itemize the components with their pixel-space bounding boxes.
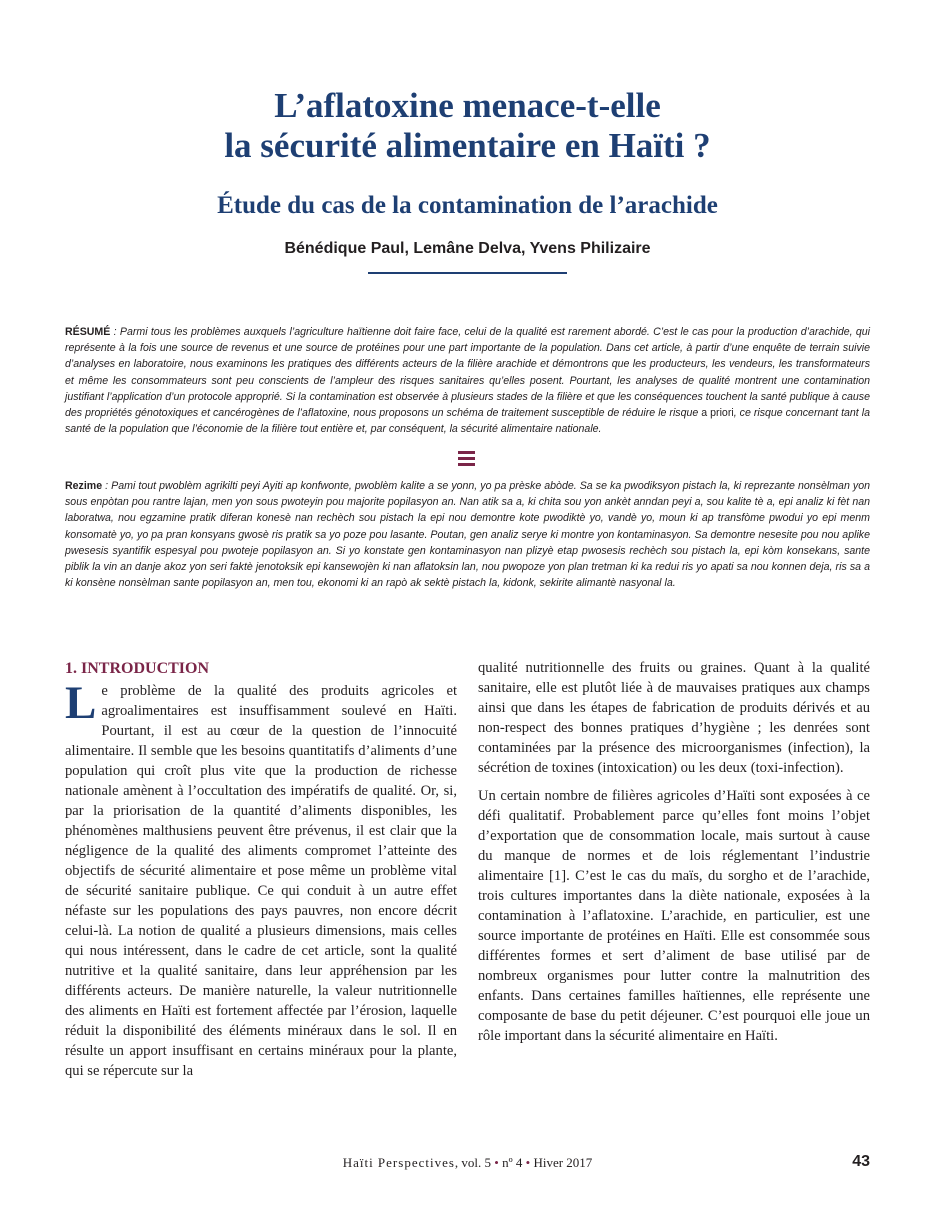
journal-season: Hiver 2017 (530, 1155, 593, 1170)
drop-cap: L (65, 677, 97, 729)
resume-text-upright: a priori (701, 407, 734, 420)
footer-bullet-2: • (525, 1155, 531, 1170)
resume-text-a: : Parmi tous les problèmes auxquels l’agriculture haïtienne doit faire face, celui de la qualité est rarement abordé. C’est le cas pour la production d’arachide, qui représente à la fois une source de revenus et une source de protéines pour une part importante de la population. Dans cet article, à partir d’une enquête de terrain suivie d’analyses en laboratoire, nous examinons les pratiques des différents acteurs de la filière arachide et démontrons que les producteurs, les vendeurs, les transformateurs et même les consommateurs sont peu conscients de l’ampleur des risques sanitaires qu’elles posent. Pourtant, les analyses de qualité montrent une contamination justifiant l’application d’un protocole approprié. Si la contamination est observée à plusieurs stades de la filière et que les conséquences touchent la santé publique à cause des propriétés génotoxiques et cancérogènes de l’aflatoxine, nous proposons un schéma de traitement susceptible de réduire le risque (65, 326, 870, 420)
body-column-right (478, 658, 870, 1046)
article-subtitle: Étude du cas de la contamination de l’arachide (217, 192, 718, 219)
page-number: 43 (852, 1153, 870, 1170)
page-footer (0, 1155, 935, 1171)
title-line-1: L’aflatoxine menace-t-elle (274, 86, 661, 125)
rezime-text: : Pami tout pwoblèm agrikilti peyi Ayiti ap konfwonte, pwoblèm kalite a se yonn, yo pa prèske abòde. Sa se ka pwodiksyon pistach la, ki reprezante nonsèlman yon sous enpòtan pou rantre lajan, men yon sous pwoteyin pou majorite popilasyon an. Nan atik sa a, ki chita sou yon ankèt anndan peyi a, sou kalite tè a, epi analiz ki fèt nan laboratwa, nou egzamine pratik diferan konesè nan rechèch sou pistach la epi nou demontre kote pwodiktè yo, vandè yo, moun ki ap transfòme pwodui yo epi menm konsomatè yo, yo pa pran konsyans gwosè ris pratik sa yo poze pou lasante. Poutan, gen analiz serye ki montre yon kontaminasyon. Sa demontre nesesite pou nou aplike pwesesis syantifik espesyal pou pwoteje popilasyon an. Si yo konstate gen kontaminasyon nan plizyè etap pwosesis rechèch sou pistach la, epi kòm konsekans, sante piblik la vin an danje akoz yon seri faktè jenotoksik epi kansewojèn ki nan aflatoksin lan, nou pwopoze yon plan tretman ki ka redui ris yo apati sa nou konnen deja, ris sa a ki konsène nonsèlman sante popilasyon an, men tou, ekonomi ki an rapò ak sektè pistach la, kidonk, sekirite alimantè nasyonal la. (65, 480, 870, 590)
intro-paragraph-1-continued: qualité nutritionnelle des fruits ou graines. Quant à la qualité sanitaire, elle est plutôt liée à de mauvaises pratiques aux champs ainsi que dans les étapes de fabrication de produits dérivés et au non-respect des bonnes pratiques d’hygiène ; les denrées sont contaminées par la présence des microorganismes (infection), la sécrétion de toxines (intoxication) ou les deux (toxi-infection). (478, 660, 870, 776)
title-divider (368, 272, 567, 274)
rezime-label: Rezime (65, 480, 103, 492)
journal-name: Haïti Perspectives (342, 1155, 455, 1170)
intro-paragraph-1 (65, 677, 457, 1081)
author-list: Bénédique Paul, Lemâne Delva, Yvens Philizaire (284, 240, 651, 257)
journal-issue: nº 4 (498, 1155, 526, 1170)
footer-bullet-1: • (494, 1155, 499, 1170)
resume-abstract (65, 324, 870, 437)
journal-volume: , vol. 5 (454, 1155, 495, 1170)
abstract-separator-icon (458, 451, 475, 467)
article-title (0, 86, 935, 166)
section-heading: 1. INTRODUCTION (65, 660, 210, 677)
resume-label: RÉSUMÉ (65, 326, 111, 338)
intro-paragraph-2: Un certain nombre de filières agricoles d’Haïti sont exposées à ce défi qualitatif. Probablement parce qu’elles font moins l’objet d’exportation que de consommation locale, mais surtout à cause du manque de normes et de lois réglementant l’industrie alimentaire [1]. C’est le cas du maïs, du sorgho et de l’arachide, trois cultures importantes dans la diète nationale, exposées à la contamination à l’aflatoxine. L’arachide, en particulier, est une source importante de protéines en Haïti. Elle est consommée sous différentes formes et sert d’aliment de base utilisé par de nombreux organismes pour lutter contre la malnutrition des enfants. Dans certaines familles haïtiennes, elle représente une composante de base du petit déjeuner. C’est pourquoi elle joue un rôle important dans la sécurité alimentaire en Haïti. (478, 788, 870, 1044)
resume-text-b: , ce risque concernant tant la santé de la population que l’économie de la filière tout entière et, par conséquent, la sécurité alimentaire nationale. (65, 407, 870, 436)
title-line-2: la sécurité alimentaire en Haïti ? (224, 126, 711, 165)
body-column-left (65, 658, 457, 1081)
intro-paragraph-1-text: e problème de la qualité des produits agricoles et agroalimentaires est insuffisamment soulevé en Haïti. Pourtant, il est au cœur de la question de l’innocuité alimentaire. Il semble que les besoins quantitatifs d’aliments d’une population qui croît plus vite que la production de richesse nationale amènent à l’occultation des impératifs de qualité. Or, si, par la priorisation de la quantité d’aliments disponibles, les phénomènes malthusiens peuvent être prévenus, il est clair que la négligence de la qualité des aliments compromet l’atteinte des objectifs de sécurité alimentaire et pose même un problème vital de sécurité sanitaire publique. Ce qui conduit à un autre effet néfaste sur les populations des pays pauvres, non encore décrit celui-là. La notion de qualité a plusieurs dimensions, mais celles qui nous intéressent, dans le cadre de cet article, sont la qualité nutritive et la qualité sanitaire, dans leur appréhension par les différents acteurs. De manière naturelle, la valeur nutritionnelle des aliments en Haïti est fortement affectée par l’érosion, laquelle réduit la disponibilité des éléments minéraux dans le sol. Il en résulte un apport insuffisant en certains minéraux pour la plante, qui se répercute sur la (65, 683, 457, 1079)
rezime-abstract (65, 478, 870, 591)
